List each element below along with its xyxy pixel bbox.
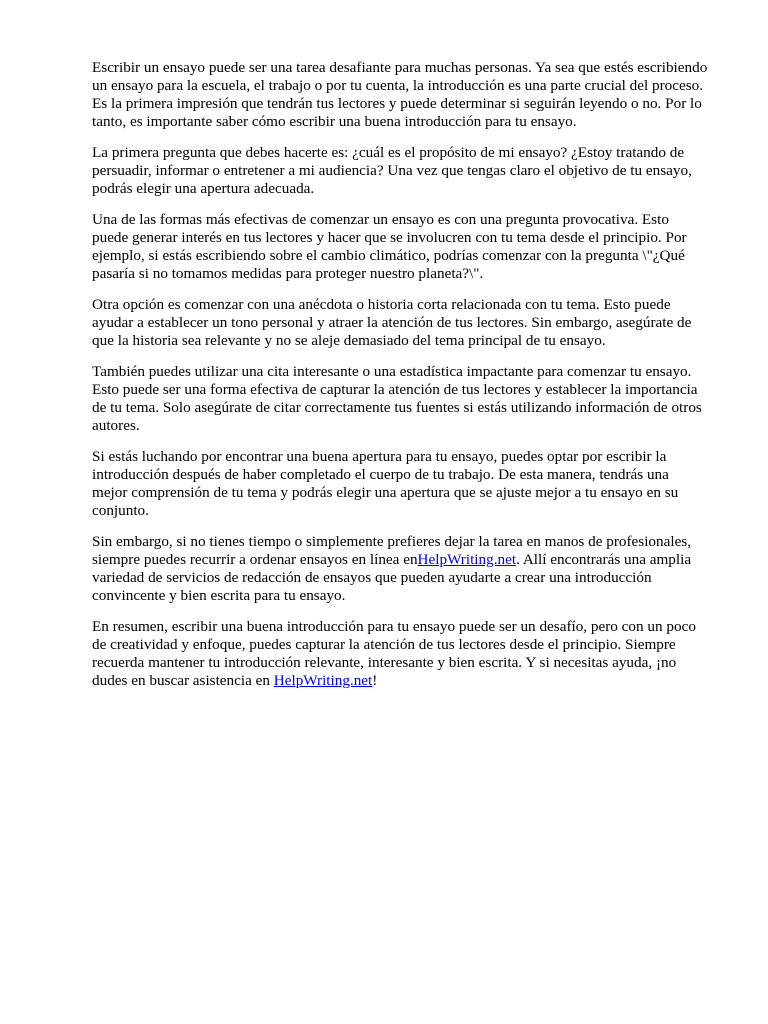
paragraph-summary-text-end: ! (372, 672, 378, 689)
paragraph-summary (92, 618, 724, 690)
paragraph-professional-help-text-end: . Allí encontrarás una amplia variedad de servicios de redacción de ensayos que pueden ayudarte a crear una introducción convincente y bien escrita para tu ensayo. (92, 551, 692, 604)
paragraph-intro: Escribir un ensayo puede ser una tarea desafiante para muchas personas. Ya sea que estés escribiendo un ensayo para la escuela, el trabajo o por tu cuenta, la introducción es una parte crucial del proceso. Es la primera impresión que tendrán tus lectores y puede determinar si seguirán leyendo o no. Por lo tanto, es importante saber cómo escribir una buena introducción para tu ensayo. (92, 59, 708, 130)
paragraph-write-later: Si estás luchando por encontrar una buena apertura para tu ensayo, puedes optar por escribir la introducción después de haber completado el cuerpo de tu trabajo. De esta manera, tendrás una mejor comprensión de tu tema y podrás elegir una apertura que se ajuste mejor a tu ensayo en su conjunto. (92, 448, 679, 519)
paragraph-summary-text: En resumen, escribir una buena introducción para tu ensayo puede ser un desafío, pero con un poco de creatividad y enfoque, puedes capturar la atención de tus lectores desde el principio. Siempre recuerda mantener tu introducción relevante, interesante y bien escrita. Y si necesitas ayuda, ¡no dudes en buscar asistencia en (92, 618, 696, 689)
paragraph-provocative-question: Una de las formas más efectivas de comenzar un ensayo es con una pregunta provocativa. Esto puede generar interés en tus lectores y hacer que se involucren con tu tema desde el principio. Por ejemplo, si estás escribiendo sobre el cambio climático, podrías comenzar con la pregunta \"¿Qué pasaría si no tomamos medidas para proteger nuestro planeta?\". (92, 211, 687, 282)
paragraph-anecdote: Otra opción es comenzar con una anécdota o historia corta relacionada con tu tema. Esto puede ayudar a establecer un tono personal y atraer la atención de tus lectores. Sin embargo, asegúrate de que la historia sea relevante y no se aleje demasiado del tema principal de tu ensayo. (92, 296, 692, 349)
helpwriting-link[interactable]: HelpWriting.net (417, 551, 517, 568)
paragraph-quote-statistic: También puedes utilizar una cita interesante o una estadística impactante para comenzar tu ensayo. Esto puede ser una forma efectiva de capturar la atención de tus lectores y establecer la importancia de tu tema. Solo asegúrate de citar correctamente tus fuentes si estás utilizando información de otros autores. (92, 363, 702, 434)
paragraph-purpose: La primera pregunta que debes hacerte es: ¿cuál es el propósito de mi ensayo? ¿Estoy tratando de persuadir, informar o entretener a mi audiencia? Una vez que tengas claro el objetivo de tu ensayo, podrás elegir una apertura adecuada. (92, 144, 692, 197)
helpwriting-link-summary[interactable]: HelpWriting.net (273, 672, 373, 689)
paragraph-professional-help (92, 533, 724, 605)
paragraph-professional-help-text: Sin embargo, si no tienes tiempo o simplemente prefieres dejar la tarea en manos de profesionales, siempre puedes recurrir a ordenar ensayos en línea en (92, 533, 692, 568)
